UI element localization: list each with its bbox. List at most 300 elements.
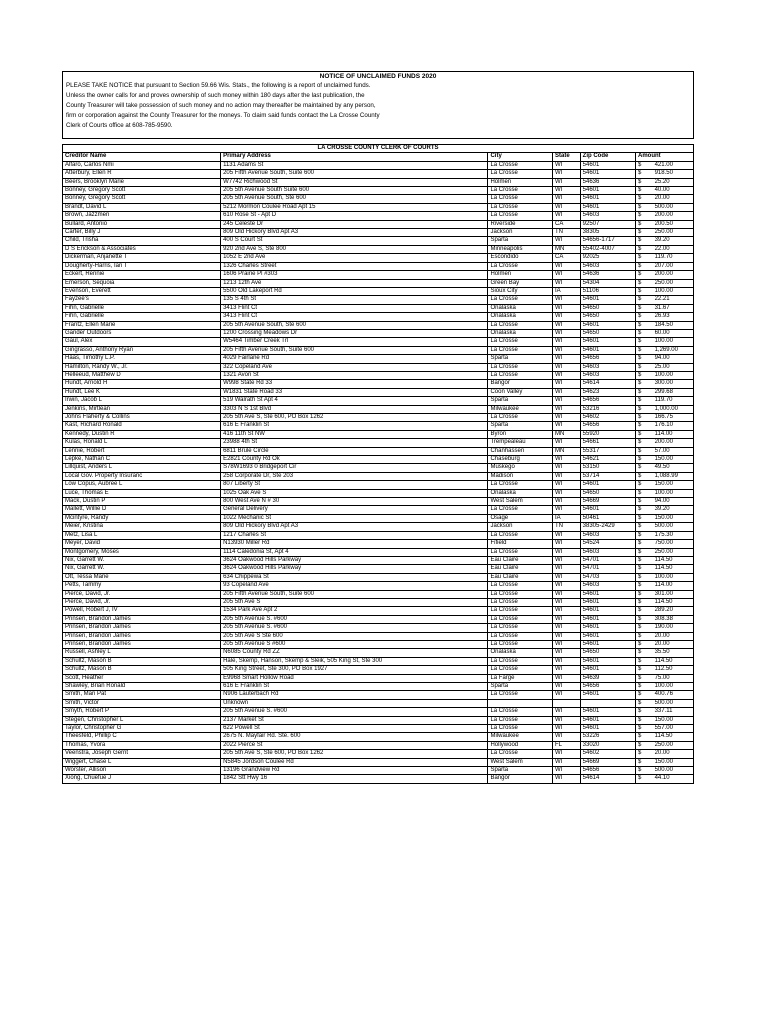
creditor-name-cell: Hundt, Arnold H xyxy=(63,380,221,388)
creditor-name-cell: Montgomery, Moses xyxy=(63,548,221,556)
city-cell: Onalaska xyxy=(488,489,553,497)
city-cell: Chaseburg xyxy=(488,456,553,464)
city-cell: Jackson xyxy=(488,523,553,531)
address-cell: 400 S Court St xyxy=(221,237,488,245)
table-row xyxy=(63,456,694,464)
zip-cell: 55920 xyxy=(580,430,635,438)
state-cell: MN xyxy=(553,245,581,253)
creditor-name-cell: Gander Outdoors xyxy=(63,329,221,337)
zip-cell: 54639 xyxy=(580,674,635,682)
address-cell: 2675 N. Mayfair Rd. Ste. 600 xyxy=(221,733,488,741)
state-cell: WI xyxy=(553,321,581,329)
zip-cell: 54623 xyxy=(580,388,635,396)
zip-cell: 54703 xyxy=(580,573,635,581)
state-cell: WI xyxy=(553,414,581,422)
table-row xyxy=(63,590,694,598)
amount-cell: 114.50 xyxy=(653,565,694,573)
city-cell: Onalaska xyxy=(488,649,553,657)
amount-cell: 22.21 xyxy=(653,296,694,304)
address-cell: 1217 Charles St xyxy=(221,531,488,539)
address-cell: Hale, Skemp, Hanson, Skemp & Sleik, 505 King St, Ste 300 xyxy=(221,657,488,665)
city-cell: Jackson xyxy=(488,229,553,237)
state-cell: IA xyxy=(553,287,581,295)
address-cell: 135 S 4th St xyxy=(221,296,488,304)
amount-cell: 20.00 xyxy=(653,750,694,758)
zip-cell: 54650 xyxy=(580,313,635,321)
creditor-name-cell: Veenstra, Joseph Gerrit xyxy=(63,750,221,758)
table-row xyxy=(63,666,694,674)
creditor-name-cell: Atterbury, Ellen R xyxy=(63,170,221,178)
currency-symbol: $ xyxy=(635,187,652,195)
zip-cell: 54669 xyxy=(580,498,635,506)
zip-cell: 54601 xyxy=(580,187,635,195)
address-cell: General Delivery xyxy=(221,506,488,514)
address-cell: 93 Copeland Ave xyxy=(221,582,488,590)
address-cell: 3413 Flint Ct xyxy=(221,304,488,312)
table-row xyxy=(63,514,694,522)
table-row xyxy=(63,750,694,758)
creditor-name-cell: Smyth, Robert P xyxy=(63,708,221,716)
amount-cell: 250.00 xyxy=(653,548,694,556)
city-cell: La Crosse xyxy=(488,212,553,220)
state-cell: WI xyxy=(553,615,581,623)
amount-cell: 421.00 xyxy=(653,161,694,169)
state-cell: WI xyxy=(553,439,581,447)
amount-cell: 500.00 xyxy=(653,203,694,211)
currency-symbol: $ xyxy=(635,447,652,455)
state-cell: WI xyxy=(553,540,581,548)
address-cell: 622 Powell St xyxy=(221,725,488,733)
address-cell: 205 5th Avenue S. #600 xyxy=(221,708,488,716)
table-row xyxy=(63,548,694,556)
creditor-name-cell: Frantz, Ellen Marie xyxy=(63,321,221,329)
currency-symbol: $ xyxy=(635,691,652,699)
zip-cell: 54701 xyxy=(580,565,635,573)
city-cell: Byron xyxy=(488,430,553,438)
city-cell: Osage xyxy=(488,514,553,522)
unclaimed-funds-sheet xyxy=(62,71,694,784)
amount-cell: 100.00 xyxy=(653,489,694,497)
state-cell: WI xyxy=(553,464,581,472)
address-cell: 809 Old Hickory Blvd Apt A3 xyxy=(221,523,488,531)
city-cell: Sparta xyxy=(488,237,553,245)
state-cell: WI xyxy=(553,397,581,405)
amount-cell: 150.00 xyxy=(653,481,694,489)
address-cell: 1321 Avon St xyxy=(221,371,488,379)
currency-symbol: $ xyxy=(635,313,652,321)
address-cell: 5500 Old Lakeport Rd xyxy=(221,287,488,295)
currency-symbol: $ xyxy=(635,582,652,590)
creditor-name-cell: Smith, Victor xyxy=(63,699,221,707)
table-row xyxy=(63,674,694,682)
zip-cell: 54304 xyxy=(580,279,635,287)
currency-symbol: $ xyxy=(635,548,652,556)
state-cell: WI xyxy=(553,346,581,354)
header-creditor-name: Creditor Name xyxy=(63,153,221,161)
zip-cell: 54603 xyxy=(580,548,635,556)
amount-cell: 25.00 xyxy=(653,363,694,371)
creditor-name-cell: Gingrasso, Anthony Ryan xyxy=(63,346,221,354)
table-row xyxy=(63,388,694,396)
address-cell: 13196 Grandview Rd xyxy=(221,767,488,775)
currency-symbol: $ xyxy=(635,405,652,413)
creditor-name-cell: Child, Trisha xyxy=(63,237,221,245)
zip-cell: 54601 xyxy=(580,481,635,489)
city-cell: Coon Valley xyxy=(488,388,553,396)
zip-cell: 54601 xyxy=(580,598,635,606)
address-cell: 519 Walrath St Apt 4 xyxy=(221,397,488,405)
creditor-name-cell: Helleeud, Matthew D xyxy=(63,371,221,379)
creditor-name-cell: Prinsen, Brandon James xyxy=(63,624,221,632)
table-row xyxy=(63,758,694,766)
currency-symbol: $ xyxy=(635,338,652,346)
currency-symbol: $ xyxy=(635,279,652,287)
zip-cell: 54524 xyxy=(580,540,635,548)
zip-cell: 54656 xyxy=(580,355,635,363)
table-row xyxy=(63,187,694,195)
state-cell: WI xyxy=(553,212,581,220)
table-row xyxy=(63,304,694,312)
amount-cell: 308.38 xyxy=(653,615,694,623)
amount-cell: 200.50 xyxy=(653,220,694,228)
amount-cell: 114.50 xyxy=(653,733,694,741)
zip-cell: 54656 xyxy=(580,397,635,405)
table-row xyxy=(63,481,694,489)
table-row xyxy=(63,414,694,422)
amount-cell: 150.00 xyxy=(653,456,694,464)
city-cell: Trempealeau xyxy=(488,439,553,447)
amount-cell: 166.75 xyxy=(653,414,694,422)
currency-symbol: $ xyxy=(635,287,652,295)
table-row xyxy=(63,346,694,354)
table-row xyxy=(63,220,694,228)
creditor-name-cell: Ott, Tessa Marie xyxy=(63,573,221,581)
city-cell: Milwaukee xyxy=(488,405,553,413)
state-cell: WI xyxy=(553,170,581,178)
amount-cell: 300.00 xyxy=(653,380,694,388)
amount-cell: 500.00 xyxy=(653,523,694,531)
amount-cell: 200.00 xyxy=(653,212,694,220)
creditor-name-cell: Alfaro, Carlos Nmi xyxy=(63,161,221,169)
table-row xyxy=(63,371,694,379)
zip-cell: 54601 xyxy=(580,615,635,623)
city-cell: Hollywood xyxy=(488,741,553,749)
amount-cell: 112.50 xyxy=(653,666,694,674)
address-cell: N5845 Jordson Coulee Rd xyxy=(221,758,488,766)
zip-cell: 54601 xyxy=(580,666,635,674)
city-cell: La Crosse xyxy=(488,338,553,346)
creditor-name-cell: Schultz, Mason B xyxy=(63,666,221,674)
address-cell: Unknown xyxy=(221,699,488,707)
state-cell: WI xyxy=(553,195,581,203)
zip-cell: 54601 xyxy=(580,590,635,598)
currency-symbol: $ xyxy=(635,195,652,203)
state-cell: WI xyxy=(553,573,581,581)
currency-symbol: $ xyxy=(635,632,652,640)
city-cell: La Crosse xyxy=(488,414,553,422)
amount-cell: 39.20 xyxy=(653,506,694,514)
amount-cell: 750.00 xyxy=(653,540,694,548)
zip-cell: 54603 xyxy=(580,582,635,590)
state-cell: WI xyxy=(553,481,581,489)
city-cell: Eau Claire xyxy=(488,565,553,573)
city-cell: Fifield xyxy=(488,540,553,548)
state-cell: WI xyxy=(553,750,581,758)
state-cell: WI xyxy=(553,691,581,699)
currency-symbol: $ xyxy=(635,565,652,573)
creditor-name-cell: Theesfeld, Phillip C xyxy=(63,733,221,741)
zip-cell: 33020 xyxy=(580,741,635,749)
zip-cell: 53150 xyxy=(580,464,635,472)
state-cell: WI xyxy=(553,632,581,640)
state-cell: WI xyxy=(553,657,581,665)
creditor-name-cell: Local Gov. Property Insuranc xyxy=(63,472,221,480)
city-cell: La Crosse xyxy=(488,632,553,640)
address-cell: W998 State Rd 33 xyxy=(221,380,488,388)
state-cell: WI xyxy=(553,607,581,615)
creditor-name-cell: Haas, Timothy L.P. xyxy=(63,355,221,363)
header-amount: Amount xyxy=(635,153,693,161)
creditor-name-cell: Mack, Dustin P xyxy=(63,498,221,506)
address-cell: 1200 Crossing Meadows Dr xyxy=(221,329,488,337)
zip-cell: 50461 xyxy=(580,514,635,522)
table-row xyxy=(63,287,694,295)
currency-symbol: $ xyxy=(635,725,652,733)
table-row xyxy=(63,262,694,270)
table-row xyxy=(63,683,694,691)
creditor-name-cell: Schultz, Mason B xyxy=(63,657,221,665)
address-cell: 616 E Franklin St xyxy=(221,422,488,430)
table-row xyxy=(63,540,694,548)
table-row xyxy=(63,582,694,590)
currency-symbol: $ xyxy=(635,456,652,464)
zip-cell: 53226 xyxy=(580,733,635,741)
amount-cell: 299.68 xyxy=(653,388,694,396)
address-cell: 416 11th St NW xyxy=(221,430,488,438)
city-cell: La Crosse xyxy=(488,203,553,211)
amount-cell: 94.00 xyxy=(653,355,694,363)
address-cell: N906 Lauterbach Rd xyxy=(221,691,488,699)
city-cell: Muskego xyxy=(488,464,553,472)
state-cell xyxy=(553,699,581,707)
zip-cell: 54656 xyxy=(580,422,635,430)
city-cell: La Crosse xyxy=(488,750,553,758)
amount-cell: 31.67 xyxy=(653,304,694,312)
table-row xyxy=(63,422,694,430)
amount-cell: 918.50 xyxy=(653,170,694,178)
amount-cell: 400.76 xyxy=(653,691,694,699)
address-cell: 4029 Fairlane Rd xyxy=(221,355,488,363)
city-cell: Sioux City xyxy=(488,287,553,295)
address-cell: E9968 Smart Hollow Road xyxy=(221,674,488,682)
table-row xyxy=(63,161,694,169)
table-row xyxy=(63,195,694,203)
amount-cell: 301.00 xyxy=(653,590,694,598)
zip-cell: 54636 xyxy=(580,271,635,279)
address-cell: W1831 State Road 33 xyxy=(221,388,488,396)
city-cell: La Crosse xyxy=(488,296,553,304)
zip-cell: 54601 xyxy=(580,657,635,665)
creditor-name-cell: Lillquist, Anders L xyxy=(63,464,221,472)
city-cell: La Crosse xyxy=(488,346,553,354)
state-cell: CA xyxy=(553,254,581,262)
address-cell: 1842 Stt Hwy 16 xyxy=(221,775,488,783)
city-cell: La Crosse xyxy=(488,657,553,665)
city-cell: La Farge xyxy=(488,674,553,682)
address-cell: 1025 Oak Ave S xyxy=(221,489,488,497)
zip-cell: 54603 xyxy=(580,212,635,220)
currency-symbol: $ xyxy=(635,775,652,783)
creditor-name-cell: Emerson, Sequoia xyxy=(63,279,221,287)
table-row xyxy=(63,321,694,329)
creditor-name-cell: D S Erickson & Associates xyxy=(63,245,221,253)
zip-cell: 54650 xyxy=(580,304,635,312)
creditor-name-cell: Meyer, David xyxy=(63,540,221,548)
zip-cell: 38305 xyxy=(580,229,635,237)
creditor-name-cell: Thomas, Yvora xyxy=(63,741,221,749)
amount-cell: 44.10 xyxy=(653,775,694,783)
state-cell: WI xyxy=(553,456,581,464)
zip-cell: 54656-1717 xyxy=(580,237,635,245)
creditor-name-cell: Fihn, Gabrielle xyxy=(63,304,221,312)
state-cell: WI xyxy=(553,388,581,396)
amount-cell: 25.20 xyxy=(653,178,694,186)
currency-symbol: $ xyxy=(635,397,652,405)
address-cell: 205 5th Avenue S. #600 xyxy=(221,624,488,632)
zip-cell: 54602 xyxy=(580,750,635,758)
address-cell: 616 E Franklin St xyxy=(221,683,488,691)
table-row xyxy=(63,254,694,262)
table-row xyxy=(63,397,694,405)
state-cell: WI xyxy=(553,531,581,539)
currency-symbol: $ xyxy=(635,262,652,270)
currency-symbol: $ xyxy=(635,758,652,766)
address-cell: 1213 12th Ave xyxy=(221,279,488,287)
state-cell: WI xyxy=(553,237,581,245)
amount-cell: 190.00 xyxy=(653,624,694,632)
currency-symbol: $ xyxy=(635,523,652,531)
state-cell: WI xyxy=(553,203,581,211)
creditor-name-cell: Russell, Ashley L xyxy=(63,649,221,657)
zip-cell: 54601 xyxy=(580,691,635,699)
currency-symbol: $ xyxy=(635,355,652,363)
header-zip-code: Zip Code xyxy=(580,153,635,161)
city-cell: Sparta xyxy=(488,767,553,775)
creditor-name-cell: Mallett, Willie D xyxy=(63,506,221,514)
address-cell: 205 5th Avenue South Suite 600 xyxy=(221,187,488,195)
state-cell: WI xyxy=(553,304,581,312)
creditor-name-cell: Prinsen, Brandon James xyxy=(63,640,221,648)
state-cell: WI xyxy=(553,716,581,724)
address-cell: W5464 Timber Creek Trl xyxy=(221,338,488,346)
city-cell: Holmen xyxy=(488,178,553,186)
address-cell: 809 Old Hickory Blvd Apt A3 xyxy=(221,229,488,237)
currency-symbol: $ xyxy=(635,607,652,615)
amount-cell: 200.00 xyxy=(653,439,694,447)
creditor-name-cell: Kast, Richard Ronald xyxy=(63,422,221,430)
currency-symbol: $ xyxy=(635,699,652,707)
currency-symbol: $ xyxy=(635,674,652,682)
currency-symbol: $ xyxy=(635,170,652,178)
address-cell: 920 2nd Ave S, Ste 800 xyxy=(221,245,488,253)
currency-symbol: $ xyxy=(635,329,652,337)
address-cell: 5212 Mormon Coulee Road Apt 15 xyxy=(221,203,488,211)
amount-cell: 1,000.00 xyxy=(653,405,694,413)
state-cell: WI xyxy=(553,271,581,279)
amount-cell: 557.00 xyxy=(653,725,694,733)
creditor-name-cell: Dickerman, Anjanette T xyxy=(63,254,221,262)
state-cell: WI xyxy=(553,422,581,430)
state-cell: WI xyxy=(553,649,581,657)
table-row xyxy=(63,632,694,640)
currency-symbol: $ xyxy=(635,573,652,581)
table-row xyxy=(63,296,694,304)
notice-box xyxy=(62,71,694,139)
state-cell: WI xyxy=(553,775,581,783)
city-cell: La Crosse xyxy=(488,170,553,178)
currency-symbol: $ xyxy=(635,212,652,220)
table-row xyxy=(63,531,694,539)
amount-cell: 57.00 xyxy=(653,447,694,455)
currency-symbol: $ xyxy=(635,237,652,245)
notice-line: Unless the owner calls for and proves ownership of such money within 180 days after the last publication, the xyxy=(66,92,365,99)
currency-symbol: $ xyxy=(635,271,652,279)
zip-cell: 54602 xyxy=(580,414,635,422)
amount-cell: 114.00 xyxy=(653,430,694,438)
currency-symbol: $ xyxy=(635,363,652,371)
zip-cell: 54601 xyxy=(580,708,635,716)
address-cell: 3624 Oakwood Hills Parkway xyxy=(221,565,488,573)
state-cell: WI xyxy=(553,262,581,270)
state-cell: WI xyxy=(553,590,581,598)
city-cell: La Crosse xyxy=(488,607,553,615)
creditor-name-cell: Gaul, Alex xyxy=(63,338,221,346)
creditor-name-cell: Hundt, Lee K xyxy=(63,388,221,396)
table-row xyxy=(63,170,694,178)
table-row xyxy=(63,498,694,506)
creditor-name-cell: Prinsen, Brandon James xyxy=(63,632,221,640)
amount-cell: 1,088.99 xyxy=(653,472,694,480)
currency-symbol: $ xyxy=(635,296,652,304)
zip-cell: 54601 xyxy=(580,716,635,724)
state-cell: WI xyxy=(553,624,581,632)
state-cell: WI xyxy=(553,556,581,564)
zip-cell: 54656 xyxy=(580,683,635,691)
zip-cell: 54621 xyxy=(580,456,635,464)
address-cell: 205 5th Avenue South, Ste 600 xyxy=(221,321,488,329)
creditor-name-cell: Dougherty-Harris, Ian T xyxy=(63,262,221,270)
table-row xyxy=(63,245,694,253)
state-cell: WI xyxy=(553,313,581,321)
zip-cell: 51106 xyxy=(580,287,635,295)
address-cell: 3303 N S 1st Blvd xyxy=(221,405,488,413)
creditor-name-cell: Carter, Billy J xyxy=(63,229,221,237)
address-cell: E2821 County Rd Ok xyxy=(221,456,488,464)
currency-symbol: $ xyxy=(635,498,652,506)
table-row xyxy=(63,725,694,733)
city-cell: La Crosse xyxy=(488,716,553,724)
currency-symbol: $ xyxy=(635,388,652,396)
state-cell: WI xyxy=(553,355,581,363)
zip-cell: 54601 xyxy=(580,170,635,178)
creditor-name-cell: Brown, Jazzmen xyxy=(63,212,221,220)
table-row xyxy=(63,649,694,657)
state-cell: WI xyxy=(553,161,581,169)
table-row xyxy=(63,691,694,699)
table-row xyxy=(63,439,694,447)
currency-symbol: $ xyxy=(635,430,652,438)
amount-cell: 150.00 xyxy=(653,514,694,522)
